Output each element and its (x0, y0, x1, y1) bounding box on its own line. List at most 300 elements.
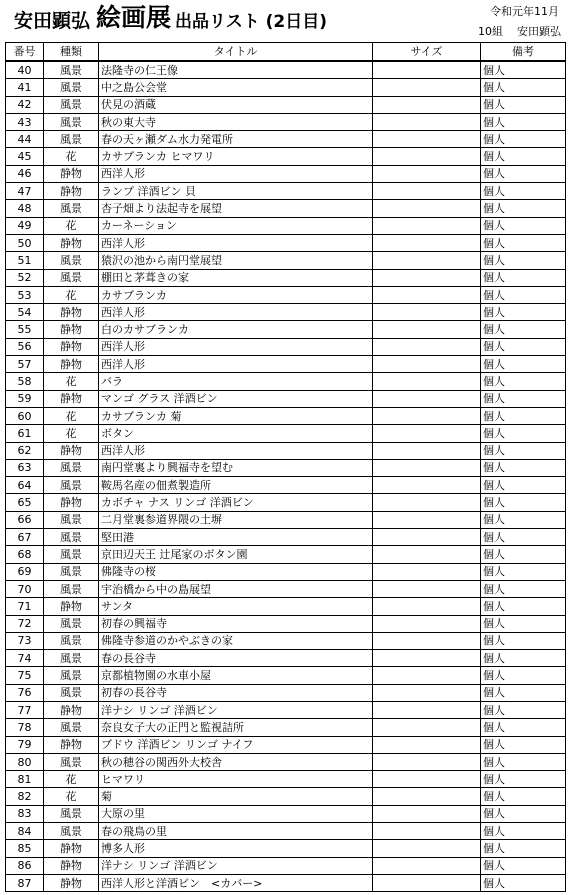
table-row (6, 459, 566, 476)
cell-note: 個人 (481, 96, 566, 113)
cell-kind: 風景 (44, 252, 99, 269)
cell-title: カサブランカ ヒマワリ (99, 148, 373, 165)
cell-kind: 風景 (44, 580, 99, 597)
cell-number: 43 (6, 113, 44, 130)
author-line (478, 23, 561, 39)
cell-note: 個人 (481, 788, 566, 805)
cell-kind: 静物 (44, 304, 99, 321)
cell-title: 秋の東大寺 (99, 113, 373, 130)
cell-title: サンタ (99, 598, 373, 615)
table-row (6, 269, 566, 286)
cell-note: 個人 (481, 650, 566, 667)
page-title (14, 3, 327, 32)
cell-size (373, 667, 481, 684)
table-row (6, 252, 566, 269)
cell-kind: 風景 (44, 563, 99, 580)
cell-title: 杏子畑より法起寺を展望 (99, 200, 373, 217)
cell-note: 個人 (481, 338, 566, 355)
table-row (6, 356, 566, 373)
cell-number: 61 (6, 425, 44, 442)
cell-size (373, 252, 481, 269)
cell-number: 48 (6, 200, 44, 217)
cell-size (373, 390, 481, 407)
cell-size (373, 546, 481, 563)
cell-note: 個人 (481, 425, 566, 442)
table-row (6, 667, 566, 684)
cell-note: 個人 (481, 684, 566, 701)
cell-title: 堅田港 (99, 529, 373, 546)
cell-note: 個人 (481, 61, 566, 79)
cell-title: 京都植物園の水車小屋 (99, 667, 373, 684)
cell-kind: 風景 (44, 511, 99, 528)
cell-size (373, 615, 481, 632)
table-row (6, 771, 566, 788)
cell-number: 60 (6, 407, 44, 424)
cell-note: 個人 (481, 823, 566, 840)
cell-note: 個人 (481, 580, 566, 597)
table-row (6, 113, 566, 130)
exhibition-title: 絵画展 (96, 3, 172, 32)
cell-note: 個人 (481, 529, 566, 546)
column-header-number: 番号 (6, 43, 44, 62)
cell-number: 56 (6, 338, 44, 355)
cell-number: 72 (6, 615, 44, 632)
cell-note: 個人 (481, 598, 566, 615)
cell-kind: 静物 (44, 442, 99, 459)
cell-note: 個人 (481, 563, 566, 580)
cell-number: 59 (6, 390, 44, 407)
table-row (6, 563, 566, 580)
cell-title: 春の天ヶ瀬ダム水力発電所 (99, 131, 373, 148)
cell-note: 個人 (481, 390, 566, 407)
table-row (6, 304, 566, 321)
cell-number: 76 (6, 684, 44, 701)
cell-kind: 花 (44, 148, 99, 165)
cell-number: 68 (6, 546, 44, 563)
cell-title: バラ (99, 373, 373, 390)
cell-size (373, 79, 481, 96)
table-row (6, 425, 566, 442)
cell-number: 70 (6, 580, 44, 597)
cell-number: 58 (6, 373, 44, 390)
cell-number: 64 (6, 477, 44, 494)
table-row (6, 442, 566, 459)
cell-number: 87 (6, 874, 44, 891)
cell-number: 80 (6, 753, 44, 770)
cell-note: 個人 (481, 165, 566, 182)
cell-size (373, 580, 481, 597)
cell-size (373, 857, 481, 874)
cell-size (373, 183, 481, 200)
table-row (6, 338, 566, 355)
cell-size (373, 684, 481, 701)
cell-size (373, 407, 481, 424)
cell-size (373, 131, 481, 148)
cell-note: 個人 (481, 840, 566, 857)
cell-size (373, 701, 481, 718)
cell-number: 86 (6, 857, 44, 874)
cell-size (373, 771, 481, 788)
cell-title: カーネーション (99, 217, 373, 234)
cell-title: 秋の穂谷の関西外大校舎 (99, 753, 373, 770)
cell-note: 個人 (481, 79, 566, 96)
cell-kind: 静物 (44, 494, 99, 511)
cell-title: マンゴ グラス 洋酒ビン (99, 390, 373, 407)
cell-title: 春の長谷寺 (99, 650, 373, 667)
cell-kind: 風景 (44, 615, 99, 632)
table-row (6, 840, 566, 857)
cell-note: 個人 (481, 546, 566, 563)
cell-title: 博多人形 (99, 840, 373, 857)
cell-kind: 風景 (44, 79, 99, 96)
cell-kind: 静物 (44, 356, 99, 373)
cell-note: 個人 (481, 442, 566, 459)
table-header-row (6, 43, 566, 62)
cell-size (373, 96, 481, 113)
cell-kind: 花 (44, 286, 99, 303)
table-row (6, 823, 566, 840)
table-row (6, 736, 566, 753)
table-row (6, 753, 566, 770)
cell-number: 42 (6, 96, 44, 113)
cell-number: 85 (6, 840, 44, 857)
cell-kind: 静物 (44, 234, 99, 251)
cell-kind: 花 (44, 788, 99, 805)
table-row (6, 217, 566, 234)
cell-kind: 風景 (44, 96, 99, 113)
table-row (6, 321, 566, 338)
cell-title: 初春の興福寺 (99, 615, 373, 632)
cell-size (373, 338, 481, 355)
cell-kind: 風景 (44, 459, 99, 476)
cell-title: 法隆寺の仁王像 (99, 61, 373, 79)
cell-title: 伏見の酒蔵 (99, 96, 373, 113)
cell-title: ヒマワリ (99, 771, 373, 788)
cell-kind: 静物 (44, 701, 99, 718)
cell-note: 個人 (481, 701, 566, 718)
table-row (6, 874, 566, 891)
table-row (6, 477, 566, 494)
cell-size (373, 442, 481, 459)
cell-number: 46 (6, 165, 44, 182)
cell-size (373, 529, 481, 546)
cell-number: 44 (6, 131, 44, 148)
table-row (6, 857, 566, 874)
cell-size (373, 563, 481, 580)
cell-note: 個人 (481, 667, 566, 684)
cell-number: 45 (6, 148, 44, 165)
cell-title: 奈良女子大の正門と監視詰所 (99, 719, 373, 736)
cell-title: 中之島公会堂 (99, 79, 373, 96)
cell-kind: 風景 (44, 529, 99, 546)
cell-note: 個人 (481, 321, 566, 338)
cell-kind: 風景 (44, 546, 99, 563)
cell-kind: 花 (44, 373, 99, 390)
cell-note: 個人 (481, 753, 566, 770)
table-row (6, 165, 566, 182)
table-row (6, 701, 566, 718)
cell-size (373, 823, 481, 840)
cell-note: 個人 (481, 477, 566, 494)
cell-size (373, 425, 481, 442)
cell-title: 白のカサブランカ (99, 321, 373, 338)
cell-kind: 風景 (44, 667, 99, 684)
cell-note: 個人 (481, 874, 566, 891)
author-label: 安田顕弘 (517, 25, 561, 38)
date-label: 令和元年11月 (490, 5, 559, 18)
cell-kind: 花 (44, 771, 99, 788)
cell-kind: 静物 (44, 598, 99, 615)
cell-kind: 花 (44, 407, 99, 424)
cell-kind: 静物 (44, 840, 99, 857)
table-row (6, 546, 566, 563)
cell-size (373, 321, 481, 338)
cell-size (373, 494, 481, 511)
cell-kind: 花 (44, 425, 99, 442)
cell-size (373, 304, 481, 321)
cell-number: 55 (6, 321, 44, 338)
cell-size (373, 269, 481, 286)
table-row (6, 615, 566, 632)
cell-number: 67 (6, 529, 44, 546)
table-row (6, 632, 566, 649)
column-header-kind: 種類 (44, 43, 99, 62)
cell-title: 南円堂裏より興福寺を望む (99, 459, 373, 476)
cell-note: 個人 (481, 857, 566, 874)
cell-title: 棚田と茅葺きの家 (99, 269, 373, 286)
cell-note: 個人 (481, 736, 566, 753)
cell-title: 春の飛鳥の里 (99, 823, 373, 840)
cell-title: 洋ナシ リンゴ 洋酒ビン (99, 701, 373, 718)
cell-note: 個人 (481, 805, 566, 822)
cell-size (373, 840, 481, 857)
cell-size (373, 788, 481, 805)
cell-number: 62 (6, 442, 44, 459)
cell-number: 74 (6, 650, 44, 667)
cell-kind: 風景 (44, 650, 99, 667)
cell-size (373, 356, 481, 373)
cell-title: 西洋人形 (99, 356, 373, 373)
cell-kind: 風景 (44, 200, 99, 217)
cell-note: 個人 (481, 304, 566, 321)
cell-kind: 風景 (44, 823, 99, 840)
cell-number: 69 (6, 563, 44, 580)
cell-number: 84 (6, 823, 44, 840)
cell-number: 71 (6, 598, 44, 615)
table-row (6, 96, 566, 113)
cell-title: カサブランカ (99, 286, 373, 303)
cell-kind: 風景 (44, 632, 99, 649)
cell-number: 81 (6, 771, 44, 788)
table-row (6, 61, 566, 79)
cell-title: 西洋人形 (99, 338, 373, 355)
page-header (0, 0, 571, 40)
cell-title: カサブランカ 菊 (99, 407, 373, 424)
cell-number: 53 (6, 286, 44, 303)
cell-note: 個人 (481, 511, 566, 528)
cell-number: 79 (6, 736, 44, 753)
cell-number: 57 (6, 356, 44, 373)
cell-kind: 静物 (44, 857, 99, 874)
cell-size (373, 148, 481, 165)
cell-size (373, 217, 481, 234)
table-row (6, 598, 566, 615)
cell-note: 個人 (481, 269, 566, 286)
cell-size (373, 61, 481, 79)
cell-kind: 静物 (44, 874, 99, 891)
cell-note: 個人 (481, 719, 566, 736)
cell-note: 個人 (481, 459, 566, 476)
cell-title: 京田辺天王 辻尾家のボタン園 (99, 546, 373, 563)
cell-size (373, 373, 481, 390)
cell-size (373, 165, 481, 182)
cell-number: 73 (6, 632, 44, 649)
cell-number: 54 (6, 304, 44, 321)
table-row (6, 286, 566, 303)
cell-number: 75 (6, 667, 44, 684)
table-row (6, 650, 566, 667)
cell-size (373, 753, 481, 770)
cell-title: 鞍馬名産の佃煮製造所 (99, 477, 373, 494)
cell-kind: 風景 (44, 753, 99, 770)
cell-title: 初春の長谷寺 (99, 684, 373, 701)
cell-title: 西洋人形 (99, 304, 373, 321)
cell-size (373, 477, 481, 494)
cell-number: 51 (6, 252, 44, 269)
table-row (6, 131, 566, 148)
cell-note: 個人 (481, 771, 566, 788)
cell-title: 西洋人形と洋酒ビン <カバー> (99, 874, 373, 891)
cell-number: 63 (6, 459, 44, 476)
cell-kind: 風景 (44, 477, 99, 494)
cell-title: 猿沢の池から南円堂展望 (99, 252, 373, 269)
cell-kind: 静物 (44, 736, 99, 753)
table-row (6, 788, 566, 805)
cell-kind: 風景 (44, 805, 99, 822)
cell-kind: 風景 (44, 131, 99, 148)
cell-note: 個人 (481, 183, 566, 200)
cell-title: 佛隆寺参道のかやぶきの家 (99, 632, 373, 649)
cell-size (373, 200, 481, 217)
cell-note: 個人 (481, 131, 566, 148)
cell-title: ランプ 洋酒ビン 貝 (99, 183, 373, 200)
cell-note: 個人 (481, 234, 566, 251)
column-header-title: タイトル (99, 43, 373, 62)
cell-kind: 風景 (44, 269, 99, 286)
table-row (6, 684, 566, 701)
table-row (6, 407, 566, 424)
cell-number: 41 (6, 79, 44, 96)
table-row (6, 148, 566, 165)
cell-kind: 風景 (44, 719, 99, 736)
cell-number: 40 (6, 61, 44, 79)
cell-title: 西洋人形 (99, 442, 373, 459)
cell-title: 佛隆寺の桜 (99, 563, 373, 580)
cell-size (373, 459, 481, 476)
cell-title: ブドウ 洋酒ビン リンゴ ナイフ (99, 736, 373, 753)
table-row (6, 200, 566, 217)
cell-size (373, 736, 481, 753)
cell-size (373, 650, 481, 667)
cell-number: 77 (6, 701, 44, 718)
table-row (6, 79, 566, 96)
cell-kind: 静物 (44, 183, 99, 200)
cell-note: 個人 (481, 407, 566, 424)
cell-note: 個人 (481, 217, 566, 234)
cell-note: 個人 (481, 200, 566, 217)
cell-kind: 静物 (44, 338, 99, 355)
table-row (6, 390, 566, 407)
cell-note: 個人 (481, 494, 566, 511)
column-header-size: サイズ (373, 43, 481, 62)
cell-title: 二月堂裏参道界隈の土塀 (99, 511, 373, 528)
cell-title: カボチャ ナス リンゴ 洋酒ビン (99, 494, 373, 511)
cell-kind: 風景 (44, 61, 99, 79)
cell-title: 菊 (99, 788, 373, 805)
cell-number: 49 (6, 217, 44, 234)
cell-number: 78 (6, 719, 44, 736)
list-subtitle: 出品リスト (2日目) (175, 12, 327, 32)
cell-kind: 静物 (44, 321, 99, 338)
cell-note: 個人 (481, 632, 566, 649)
cell-note: 個人 (481, 356, 566, 373)
cell-size (373, 286, 481, 303)
cell-number: 52 (6, 269, 44, 286)
cell-number: 83 (6, 805, 44, 822)
table-row (6, 183, 566, 200)
table-row (6, 373, 566, 390)
column-header-note: 備考 (481, 43, 566, 62)
cell-title: ボタン (99, 425, 373, 442)
table-body (6, 61, 566, 892)
cell-size (373, 511, 481, 528)
cell-number: 50 (6, 234, 44, 251)
cell-note: 個人 (481, 373, 566, 390)
cell-note: 個人 (481, 286, 566, 303)
cell-size (373, 113, 481, 130)
cell-kind: 静物 (44, 390, 99, 407)
table-row (6, 234, 566, 251)
cell-title: 大原の里 (99, 805, 373, 822)
cell-number: 82 (6, 788, 44, 805)
cell-title: 西洋人形 (99, 234, 373, 251)
table-row (6, 494, 566, 511)
cell-size (373, 874, 481, 891)
cell-note: 個人 (481, 615, 566, 632)
cell-title: 洋ナシ リンゴ 洋酒ビン (99, 857, 373, 874)
cell-number: 66 (6, 511, 44, 528)
cell-kind: 静物 (44, 165, 99, 182)
cell-note: 個人 (481, 252, 566, 269)
cell-kind: 花 (44, 217, 99, 234)
cell-size (373, 632, 481, 649)
cell-number: 47 (6, 183, 44, 200)
group-label: 10組 (478, 25, 503, 38)
cell-title: 西洋人形 (99, 165, 373, 182)
cell-size (373, 805, 481, 822)
table-row (6, 805, 566, 822)
cell-note: 個人 (481, 148, 566, 165)
cell-size (373, 234, 481, 251)
table-row (6, 719, 566, 736)
cell-title: 宇治橋から中の島展望 (99, 580, 373, 597)
cell-note: 個人 (481, 113, 566, 130)
cell-kind: 風景 (44, 113, 99, 130)
exhibit-table (5, 42, 566, 892)
table-row (6, 511, 566, 528)
cell-kind: 風景 (44, 684, 99, 701)
artist-name: 安田顕弘 (14, 10, 91, 32)
